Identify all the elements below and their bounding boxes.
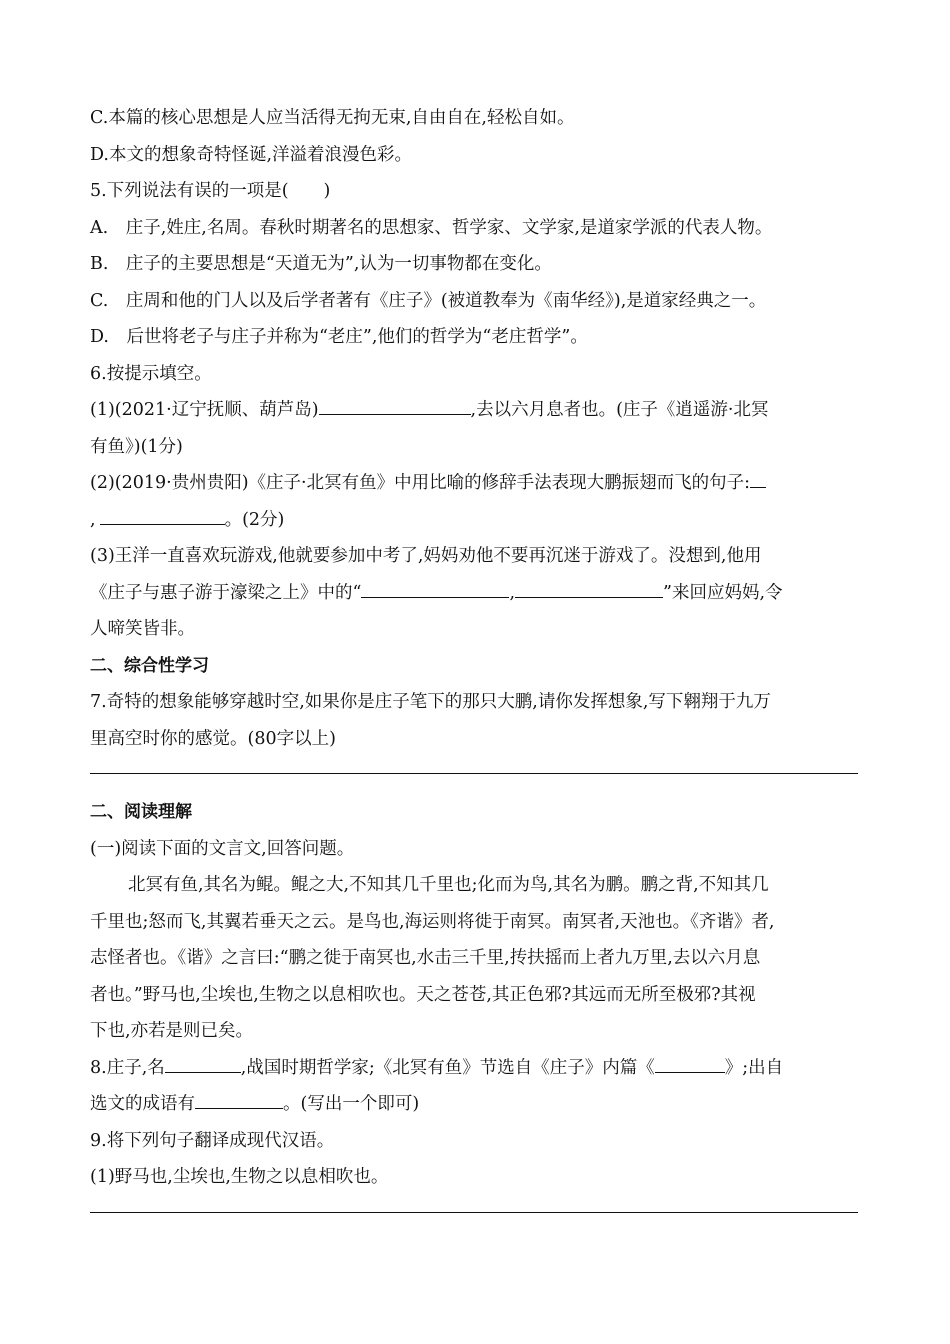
passage-line-3: 志怪者也。《谐》之言曰:“鹏之徙于南冥也,水击三千里,抟扶摇而上者九万里,去以六月息 — [90, 948, 761, 968]
q8-text-d: 选文的成语有 — [90, 1094, 195, 1114]
q9-answer-line[interactable] — [90, 1212, 858, 1213]
q6-part1-blank[interactable] — [319, 395, 471, 415]
q6-part3-line3: 人啼笑皆非。 — [90, 619, 195, 639]
q6-part1-source: (1)(2021·辽宁抚顺、葫芦岛) — [90, 400, 319, 420]
worksheet-page — [90, 100, 858, 1233]
q7-line1: 7.奇特的想象能够穿越时空,如果你是庄子笔下的那只大鹏,请你发挥想象,写下翱翔于九万 — [90, 692, 771, 712]
q5-option-b: B. 庄子的主要思想是“天道无为”,认为一切事物都在变化。 — [90, 254, 552, 274]
q4-option-d: D.本文的想象奇特怪诞,洋溢着浪漫色彩。 — [90, 144, 413, 165]
q8-line2 — [90, 1086, 858, 1123]
q6-part3-blank-1[interactable] — [361, 577, 509, 597]
q6-part3-tail: ”来回应妈妈,令 — [663, 582, 783, 603]
passage-line-4: 者也。”野马也,尘埃也,生物之以息相吹也。天之苍苍,其正色邪?其远而无所至极邪?其视 — [90, 984, 756, 1005]
passage-line-1: 北冥有鱼,其名为鲲。鲲之大,不知其几千里也;化而为鸟,其名为鹏。鹏之背,不知其几 — [128, 875, 769, 895]
q7-answer-line[interactable] — [90, 773, 858, 774]
q6-part2-line2 — [90, 502, 858, 539]
q9-stem: 9.将下列句子翻译成现代汉语。 — [90, 1130, 335, 1151]
q8-text-e: 。(写出一个即可) — [283, 1094, 420, 1114]
q6-part2-blank-2[interactable] — [100, 504, 225, 524]
q8-line1 — [90, 1050, 858, 1087]
q8-blank-idiom[interactable] — [195, 1089, 283, 1109]
q5-stem: 5.下列说法有误的一项是( ) — [90, 181, 331, 201]
passage-line-5: 下也,亦若是则已矣。 — [90, 1021, 254, 1041]
q4-option-c: C.本篇的核心思想是人应当活得无拘无束,自由自在,轻松自如。 — [90, 108, 575, 128]
q6-part3-line1: (3)王洋一直喜欢玩游戏,他就要参加中考了,妈妈劝他不要再沉迷于游戏了。没想到,他用 — [90, 546, 762, 566]
q8-text-c: 》;出自 — [724, 1057, 784, 1078]
q6-part1-line1 — [90, 392, 858, 429]
q6-part2-line1 — [90, 465, 858, 502]
q6-stem: 6.按提示填空。 — [90, 363, 212, 384]
section-heading-integrated-learning: 二、综合性学习 — [90, 655, 209, 676]
q6-part3-text: 《庄子与惠子游于濠梁之上》中的“ — [90, 582, 362, 603]
q6-part2-blank-1[interactable] — [750, 468, 766, 488]
q6-part1-line2: 有鱼》)(1分) — [90, 436, 183, 457]
q5-option-a: A. 庄子,姓庄,名周。春秋时期著名的思想家、哲学家、文学家,是道家学派的代表人物。 — [90, 217, 773, 238]
q6-part2-score: 。(2分) — [224, 509, 285, 530]
q6-part1-text: ,去以六月息者也。(庄子《逍遥游·北冥 — [470, 400, 769, 420]
q7-line2: 里高空时你的感觉。(80字以上) — [90, 728, 336, 749]
passage-line-2: 千里也;怒而飞,其翼若垂天之云。是鸟也,海运则将徙于南冥。南冥者,天池也。《齐谐》者, — [90, 911, 775, 932]
q8-text-b: ,战国时期哲学家;《北冥有鱼》节选自《庄子》内篇《 — [240, 1057, 655, 1078]
q5-option-d: D. 后世将老子与庄子并称为“老庄”,他们的哲学为“老庄哲学”。 — [90, 327, 588, 347]
q8-text-a: 8.庄子,名 — [90, 1057, 165, 1078]
section-heading-reading: 二、阅读理解 — [90, 802, 192, 822]
q6-part2-comma: , — [90, 509, 96, 530]
q6-part3-line2 — [90, 575, 858, 612]
q6-part2-text: (2)(2019·贵州贵阳)《庄子·北冥有鱼》中用比喻的修辞手法表现大鹏振翅而飞的句子: — [90, 473, 750, 493]
q5-option-c: C. 庄周和他的门人以及后学者著有《庄子》(被道教奉为《南华经》),是道家经典之一。 — [90, 290, 767, 311]
q6-part3-comma: , — [509, 582, 516, 603]
q6-part3-blank-2[interactable] — [515, 577, 663, 597]
q8-blank-chapter[interactable] — [655, 1052, 725, 1072]
q8-blank-name[interactable] — [165, 1052, 241, 1072]
q9-part1: (1)野马也,尘埃也,生物之以息相吹也。 — [90, 1167, 389, 1187]
reading-instruction: (一)阅读下面的文言文,回答问题。 — [90, 838, 355, 859]
